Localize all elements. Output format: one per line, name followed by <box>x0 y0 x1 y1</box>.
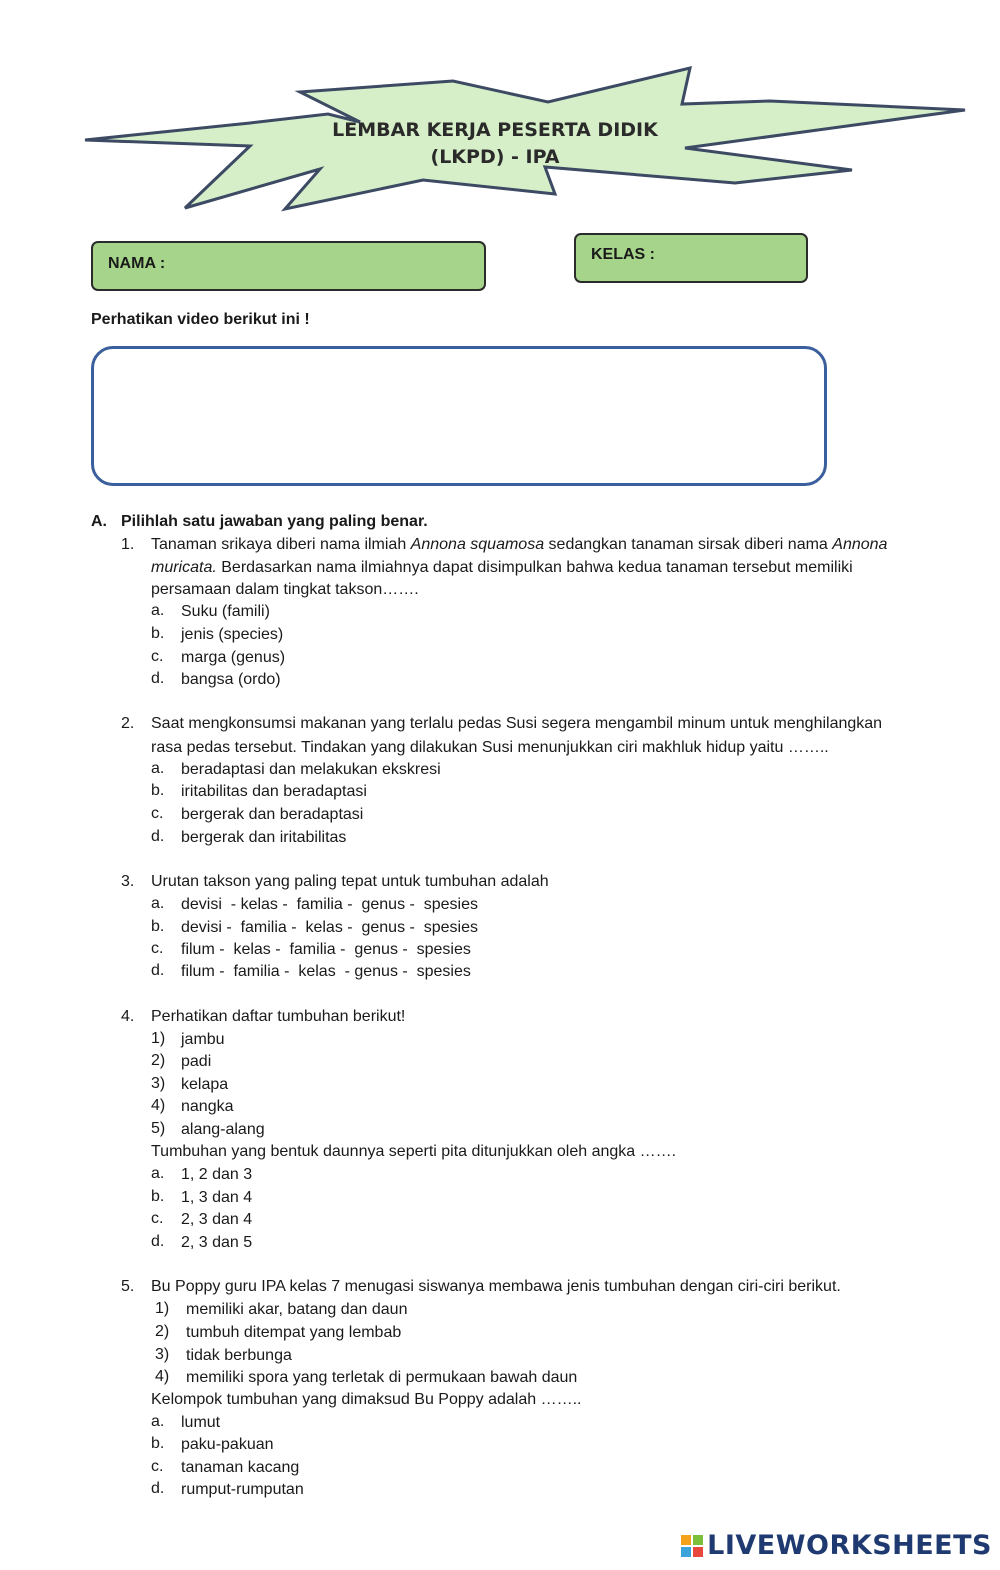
q4-line1: Perhatikan daftar tumbuhan berikut! <box>151 1008 406 1025</box>
q5-option-c[interactable]: tanaman kacang <box>181 1459 300 1476</box>
q1-line2: muricata. Berdasarkan nama ilmiahnya dapat disimpulkan bahwa kedua tanaman tersebut memiliki <box>151 559 853 576</box>
q4-question: Tumbuhan yang bentuk daunnya seperti pita ditunjukkan oleh angka ……. <box>151 1143 677 1160</box>
q4-item: jambu <box>181 1031 225 1048</box>
section-title: Pilihlah satu jawaban yang paling benar. <box>121 513 428 530</box>
worksheet-title-line2: (LKPD) - IPA <box>430 146 560 168</box>
q2-option-a[interactable]: beradaptasi dan melakukan ekskresi <box>181 761 441 778</box>
video-instruction: Perhatikan video berikut ini ! <box>91 311 310 328</box>
option-letter: c. <box>151 648 164 665</box>
item-number: 5) <box>151 1120 166 1137</box>
option-letter: b. <box>151 625 165 642</box>
q4-option-b[interactable]: 1, 3 dan 4 <box>181 1189 253 1206</box>
q1-number: 1. <box>121 536 135 553</box>
nama-label: NAMA : <box>108 255 166 272</box>
kelas-label: KELAS : <box>591 246 655 263</box>
logo-text: LIVEWORKSHEETS <box>707 1530 992 1561</box>
item-number: 4) <box>151 1097 166 1114</box>
q4-option-d[interactable]: 2, 3 dan 5 <box>181 1234 253 1251</box>
option-letter: d. <box>151 1480 165 1497</box>
q3-option-d[interactable]: filum - familia - kelas - genus - spesies <box>181 963 471 980</box>
worksheet-title-line1: LEMBAR KERJA PESERTA DIDIK <box>332 119 658 141</box>
option-letter: c. <box>151 1458 164 1475</box>
video-placeholder[interactable] <box>91 346 827 486</box>
q1-option-a[interactable]: Suku (famili) <box>181 603 270 620</box>
q1-line3: persamaan dalam tingkat takson……. <box>151 581 419 598</box>
q5-line1: Bu Poppy guru IPA kelas 7 menugasi siswanya membawa jenis tumbuhan dengan ciri-ciri berikut. <box>151 1278 841 1295</box>
section-letter: A. <box>91 513 107 530</box>
option-letter: b. <box>151 1188 165 1205</box>
q4-option-c[interactable]: 2, 3 dan 4 <box>181 1211 253 1228</box>
q5-question: Kelompok tumbuhan yang dimaksud Bu Poppy adalah …….. <box>151 1391 582 1408</box>
q4-item: padi <box>181 1053 212 1070</box>
q3-option-b[interactable]: devisi - familia - kelas - genus - spesies <box>181 919 478 936</box>
q3-number: 3. <box>121 873 135 890</box>
q5-item: memiliki spora yang terletak di permukaan bawah daun <box>186 1369 578 1386</box>
q3-option-a[interactable]: devisi - kelas - familia - genus - spesies <box>181 896 478 913</box>
q5-item: memiliki akar, batang dan daun <box>186 1301 408 1318</box>
option-letter: a. <box>151 760 165 777</box>
q1-option-c[interactable]: marga (genus) <box>181 649 286 666</box>
q4-item: kelapa <box>181 1076 229 1093</box>
option-letter: a. <box>151 1413 165 1430</box>
liveworksheets-logo[interactable] <box>681 1530 992 1561</box>
q2-option-b[interactable]: iritabilitas dan beradaptasi <box>181 783 367 800</box>
q2-line2: rasa pedas tersebut. Tindakan yang dilakukan Susi menunjukkan ciri makhluk hidup yaitu …….. <box>151 739 829 756</box>
option-letter: a. <box>151 1165 165 1182</box>
option-letter: d. <box>151 962 165 979</box>
item-number: 3) <box>151 1075 166 1092</box>
option-letter: b. <box>151 1435 165 1452</box>
item-number: 4) <box>155 1368 170 1385</box>
option-letter: a. <box>151 895 165 912</box>
q2-number: 2. <box>121 715 135 732</box>
item-number: 3) <box>155 1346 170 1363</box>
q4-option-a[interactable]: 1, 2 dan 3 <box>181 1166 253 1183</box>
option-letter: c. <box>151 805 164 822</box>
option-letter: d. <box>151 670 165 687</box>
q4-item: nangka <box>181 1098 234 1115</box>
option-letter: a. <box>151 602 165 619</box>
item-number: 2) <box>151 1052 166 1069</box>
q4-item: alang-alang <box>181 1121 265 1138</box>
option-letter: d. <box>151 828 165 845</box>
item-number: 2) <box>155 1323 170 1340</box>
q2-option-c[interactable]: bergerak dan beradaptasi <box>181 806 364 823</box>
q5-number: 5. <box>121 1278 135 1295</box>
item-number: 1) <box>155 1300 170 1317</box>
item-number: 1) <box>151 1030 166 1047</box>
option-letter: b. <box>151 782 165 799</box>
q2-line1: Saat mengkonsumsi makanan yang terlalu pedas Susi segera mengambil minum untuk menghilangkan <box>151 715 883 732</box>
q1-option-d[interactable]: bangsa (ordo) <box>181 671 281 688</box>
q5-item: tumbuh ditempat yang lembab <box>186 1324 402 1341</box>
kelas-field[interactable] <box>574 233 808 283</box>
option-letter: c. <box>151 940 164 957</box>
q3-line1: Urutan takson yang paling tepat untuk tumbuhan adalah <box>151 873 549 890</box>
q5-item: tidak berbunga <box>186 1347 292 1364</box>
option-letter: d. <box>151 1233 165 1250</box>
option-letter: b. <box>151 918 165 935</box>
nama-field[interactable] <box>91 241 486 291</box>
q3-option-c[interactable]: filum - kelas - familia - genus - spesies <box>181 941 471 958</box>
q5-option-d[interactable]: rumput-rumputan <box>181 1481 304 1498</box>
q5-option-a[interactable]: lumut <box>181 1414 221 1431</box>
option-letter: c. <box>151 1210 164 1227</box>
q4-number: 4. <box>121 1008 135 1025</box>
q2-option-d[interactable]: bergerak dan iritabilitas <box>181 829 347 846</box>
q1-option-b[interactable]: jenis (species) <box>181 626 284 643</box>
logo-grid-icon <box>681 1535 703 1557</box>
q5-option-b[interactable]: paku-pakuan <box>181 1436 274 1453</box>
q1-line1: Tanaman srikaya diberi nama ilmiah Annona squamosa sedangkan tanaman sirsak diberi nama Annona <box>151 536 888 553</box>
